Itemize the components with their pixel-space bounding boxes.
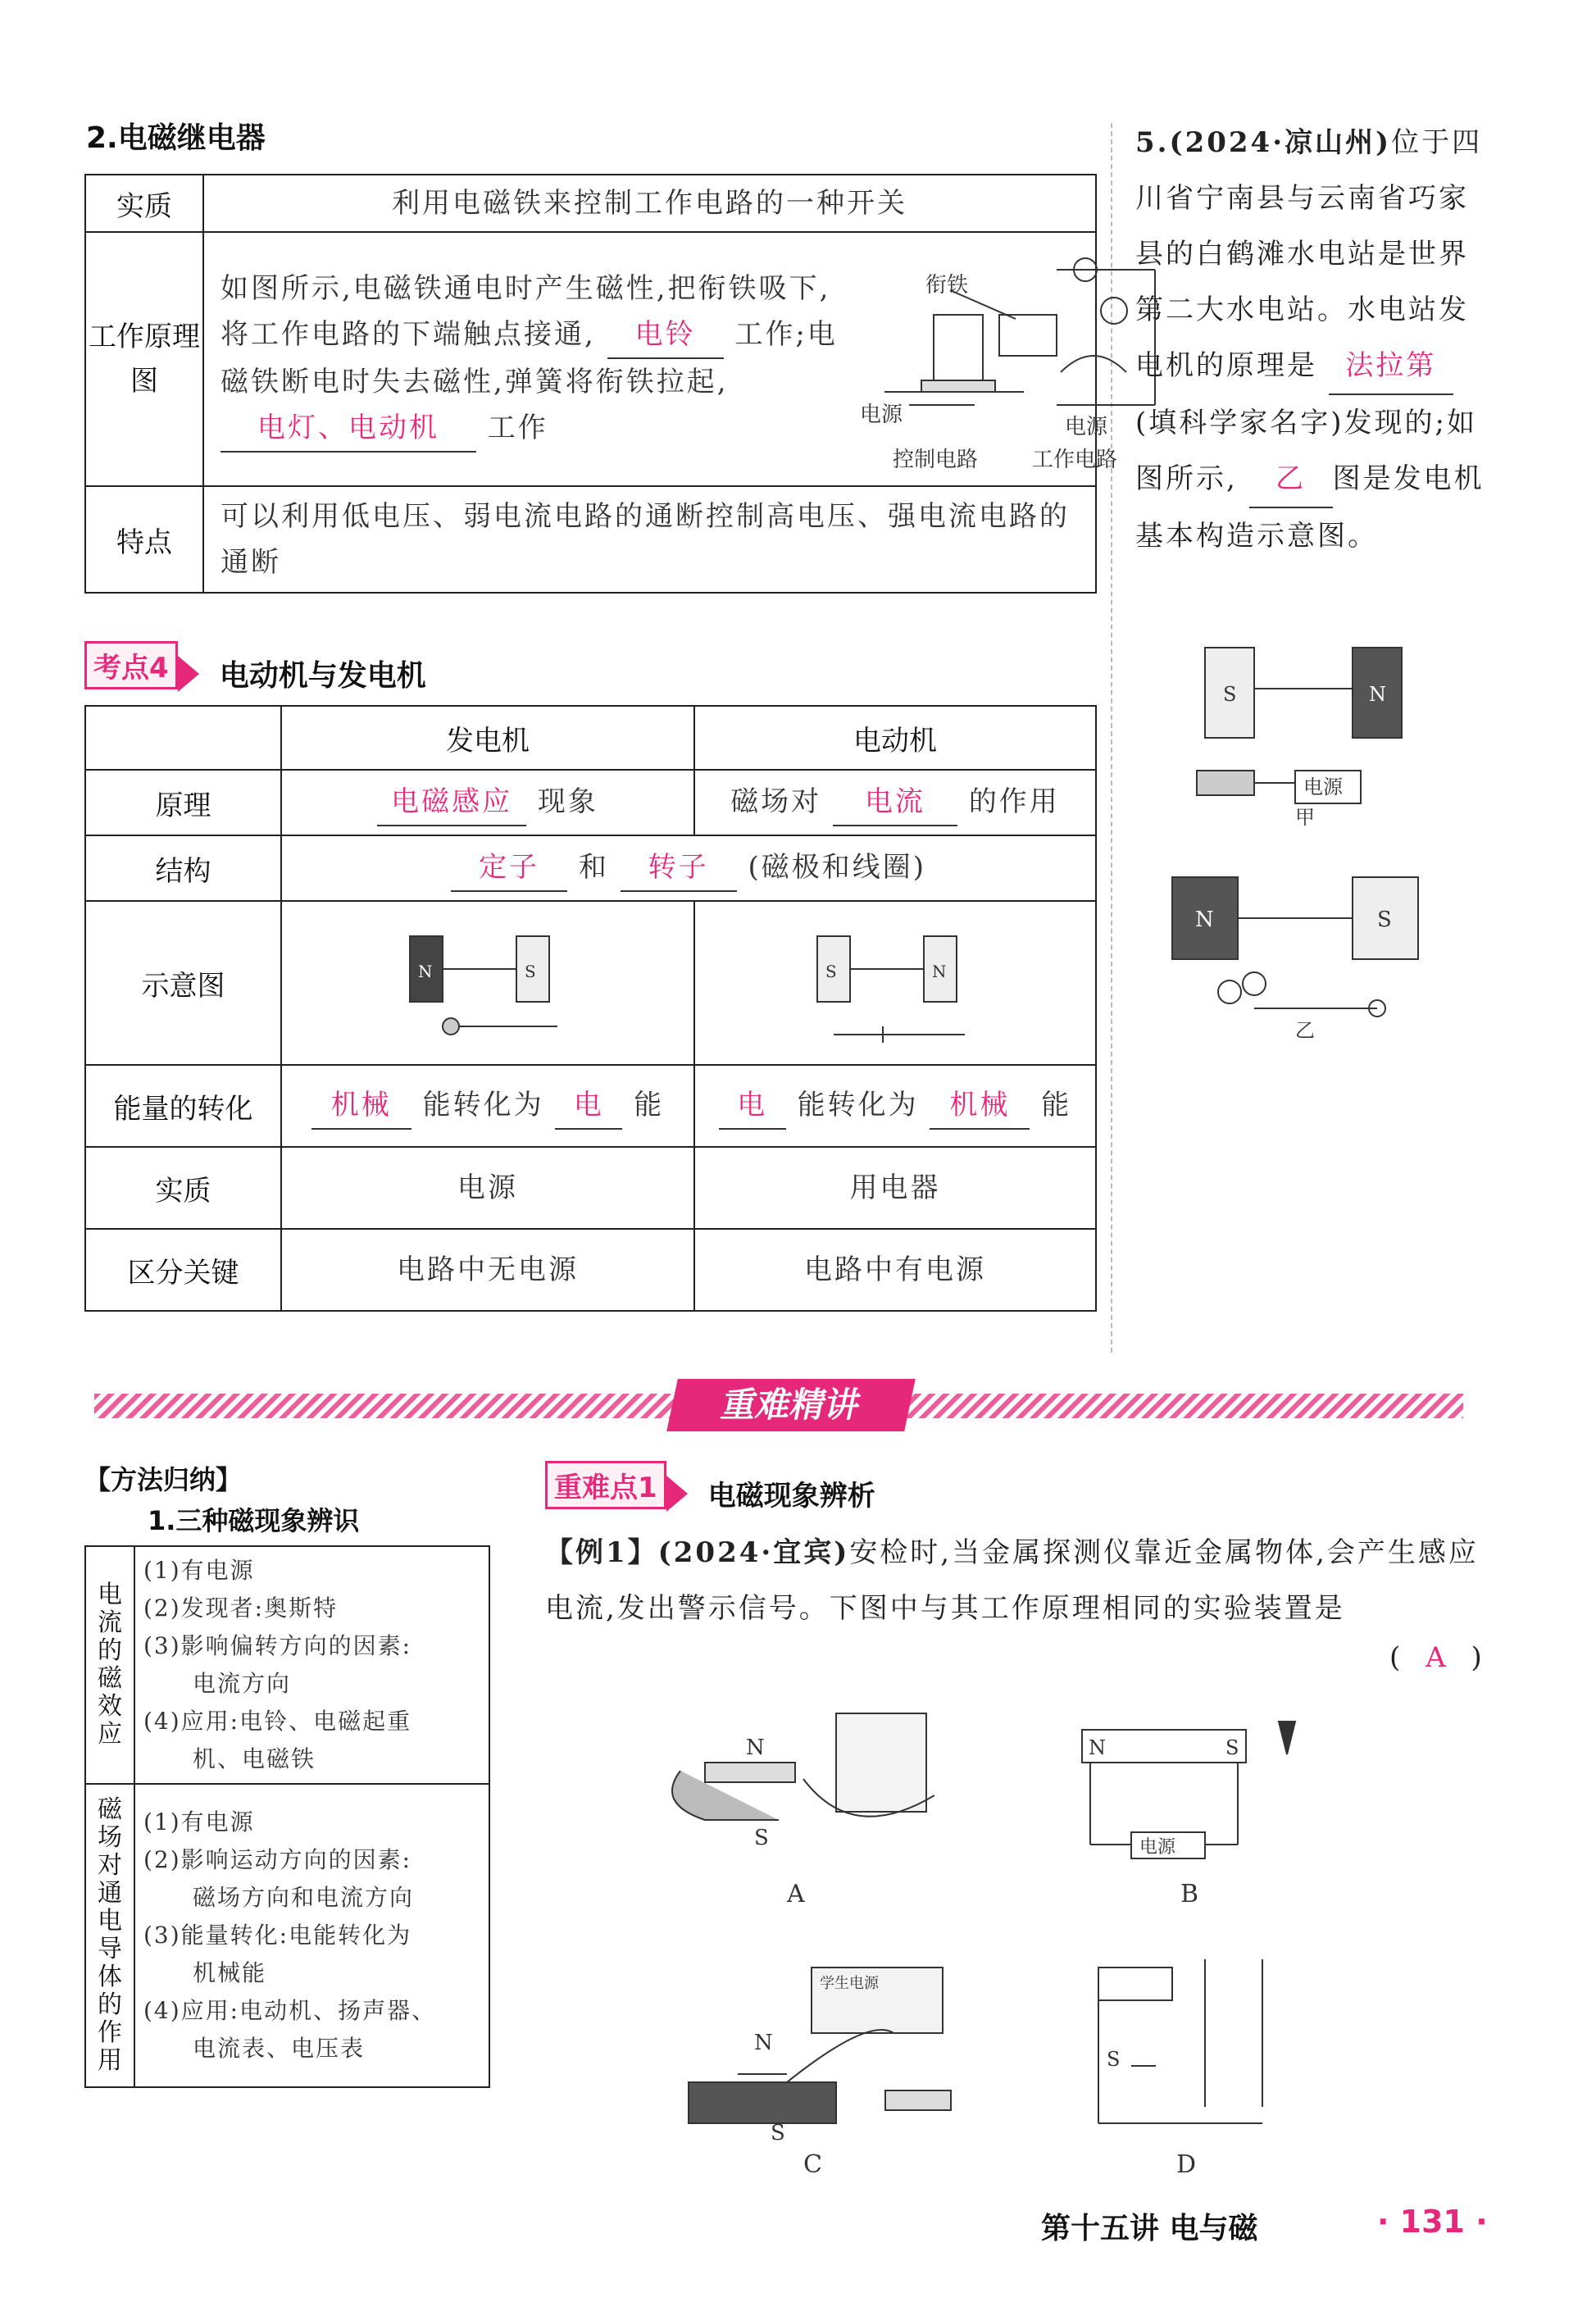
block2-line: (2)影响运动方向的因素: (143, 1846, 412, 1873)
q5-jia-label: 甲 (1295, 806, 1315, 828)
row-principle-label: 原理 (85, 770, 281, 835)
motor-principle-before: 磁场对 (730, 785, 822, 818)
block2-line: 电流表、电压表 (193, 2035, 366, 2062)
q5-fill-1: 法拉第 (1329, 338, 1453, 395)
q5-yi-label: 乙 (1295, 1019, 1315, 1041)
motor-energy-mid: 能转化为 (797, 1089, 919, 1121)
col-motor: 电动机 (694, 706, 1096, 770)
option-b-label: B (1180, 1880, 1199, 1908)
option-c-power-label: 学生电源 (820, 1975, 879, 1992)
kaodian4-tag: 考点4 (84, 641, 178, 689)
section-banner: 重难精讲 (666, 1379, 916, 1431)
q5-fill-2: 乙 (1249, 451, 1333, 508)
structure-after: (磁极和线圈) (748, 851, 926, 884)
svg-text:N: N (754, 2031, 773, 2055)
motor-energy-fill-2: 机械 (930, 1082, 1030, 1130)
motor-energy-fill-1: 电 (719, 1082, 786, 1130)
svg-text:S: S (1107, 2048, 1121, 2071)
block1-lines (134, 1546, 489, 1784)
motor-essence: 用电器 (694, 1147, 1096, 1229)
q5-number: 5. (1135, 126, 1170, 159)
q5-figure-jia (1172, 623, 1435, 828)
principle-text-1: 如图所示,电磁铁通电时产生磁性,把衔铁吸下,将工作电路的下端触点接通, (221, 272, 831, 351)
gen-energy (281, 1065, 694, 1147)
option-a-figure (656, 1697, 934, 1910)
principle-fill-2: 电灯、电动机 (221, 405, 476, 453)
motor-diagram (801, 912, 989, 1051)
gen-principle-fill: 电磁感应 (377, 779, 526, 826)
option-b-power-label: 电源 (1139, 1837, 1176, 1858)
svg-text:S: S (825, 962, 837, 981)
example-source: (2024·宜宾) (657, 1536, 850, 1569)
option-b-figure (1074, 1697, 1353, 1910)
svg-text:N: N (1369, 683, 1386, 706)
col-generator: 发电机 (281, 706, 694, 770)
q5-text-2: (填科学家名字)发现的;如图所示, (1135, 407, 1477, 495)
gen-energy-fill-2: 电 (555, 1082, 622, 1130)
row-diagram-label: 示意图 (85, 901, 281, 1065)
relay-control-label: 控制电路 (893, 448, 979, 472)
relay-work-label: 工作电路 (1032, 448, 1118, 472)
relay-essence-value: 利用电磁铁来控制工作电路的一种开关 (203, 175, 1096, 232)
option-a-label: A (787, 1880, 805, 1908)
svg-text:N: N (1089, 1736, 1106, 1759)
generator-diagram-cell (281, 901, 694, 1065)
svg-text:N: N (418, 962, 433, 981)
kaodian4-title: 电动机与发电机 (219, 659, 426, 693)
svg-text:S: S (1377, 908, 1392, 932)
row-energy-label: 能量的转化 (85, 1065, 281, 1147)
structure-fill-1: 定子 (451, 844, 567, 892)
row-structure-label: 结构 (85, 835, 281, 901)
option-c-label: C (803, 2150, 822, 2179)
relay-power2-label: 电源 (1065, 415, 1108, 439)
structure-value (281, 835, 1096, 901)
block2-line: (4)应用:电动机、扬声器、 (143, 1997, 437, 2024)
motor-generator-table (84, 705, 1097, 1312)
example-text (545, 1525, 1488, 1636)
block1-label: 电流的磁效应 (85, 1546, 134, 1784)
block2-line: (3)能量转化:电能转化为 (143, 1922, 412, 1949)
svg-text:S: S (771, 2121, 785, 2145)
q5-text-3: 图是发电机基本构造示意图。 (1135, 462, 1485, 553)
footer-chapter: 第十五讲 电与磁 (1041, 2212, 1258, 2245)
gen-essence: 电源 (281, 1147, 694, 1229)
q5-figure-yi (1164, 844, 1443, 1041)
row-essence-label: 实质 (85, 1147, 281, 1229)
principle-text-3: 工作 (487, 412, 548, 444)
gen-energy-mid: 能转化为 (422, 1089, 544, 1121)
motor-key: 电路中有电源 (694, 1229, 1096, 1311)
svg-text:S: S (754, 1826, 769, 1850)
row-key-label: 区分关键 (85, 1229, 281, 1311)
block1-line: (3)影响偏转方向的因素: (143, 1632, 412, 1659)
footer-page-number: · 131 · (1377, 2204, 1488, 2240)
structure-mid: 和 (578, 851, 609, 884)
gen-key: 电路中无电源 (281, 1229, 694, 1311)
kaodian4-arrow-icon (178, 656, 199, 692)
answer-open: ( (1389, 1641, 1403, 1674)
block1-line: (2)发现者:奥斯特 (143, 1594, 339, 1622)
relay-essence-label: 实质 (85, 175, 203, 232)
answer-value: A (1425, 1641, 1448, 1674)
principle-fill-1: 电铃 (607, 312, 724, 359)
block1-line: 电流方向 (193, 1670, 292, 1697)
option-d-label: D (1176, 2150, 1197, 2179)
svg-text:S: S (1223, 683, 1237, 706)
zhongnan-arrow-icon (666, 1476, 688, 1512)
example-prefix: 【例1】 (545, 1536, 658, 1569)
example-answer (1389, 1635, 1485, 1681)
block2-line: 机械能 (193, 1959, 267, 1986)
block2-lines (134, 1784, 489, 2087)
svg-text:N: N (932, 962, 947, 981)
relay-principle-text (221, 266, 852, 453)
q5-source: (2024·凉山州) (1169, 126, 1392, 159)
example-body: 安检时,当金属探测仪靠近金属物体,会产生感应电流,发出警示信号。下图中与其工作原理相同的实验装置是 (545, 1536, 1479, 1625)
relay-heading: 2.电磁继电器 (86, 121, 266, 155)
block2-label: 磁场对通电导体的作用 (85, 1784, 134, 2087)
motor-principle-after: 的作用 (968, 785, 1060, 818)
motor-principle (694, 770, 1096, 835)
gen-energy-end: 能 (634, 1089, 665, 1121)
svg-text:S: S (1225, 1736, 1239, 1759)
q5-jia-power-label: 电源 (1303, 776, 1343, 798)
method-table (84, 1545, 490, 2088)
structure-fill-2: 转子 (621, 844, 737, 892)
motor-diagram-cell (694, 901, 1096, 1065)
zhongnan-title: 电磁现象辨析 (707, 1480, 875, 1513)
zhongnan-tag: 重难点1 (545, 1461, 666, 1509)
method-title: 【方法归纳】 (84, 1464, 243, 1495)
gen-principle (281, 770, 694, 835)
block1-line: 机、电磁铁 (193, 1745, 316, 1772)
option-d-figure (1082, 1943, 1344, 2181)
motor-energy-end: 能 (1041, 1089, 1072, 1121)
option-c-figure (672, 1959, 967, 2181)
relay-feature-label: 特点 (85, 486, 203, 593)
method-subtitle: 1.三种磁现象辨识 (148, 1505, 360, 1536)
relay-principle-cell (203, 232, 1118, 486)
q5-text (1135, 115, 1496, 564)
block1-line: (1)有电源 (143, 1557, 255, 1584)
svg-text:N: N (746, 1736, 765, 1760)
relay-armature-label: 衔铁 (925, 273, 969, 298)
relay-principle-label: 工作原理图 (85, 232, 203, 486)
block2-line: 磁场方向和电流方向 (193, 1884, 415, 1911)
principle-text-2: 工作;电磁铁断电时失去磁性,弹簧将衔铁拉起, (221, 318, 838, 398)
relay-table (84, 174, 1118, 594)
kaodian4-header (84, 641, 426, 694)
answer-close: ) (1471, 1641, 1485, 1674)
q5-text-1: 位于四川省宁南县与云南省巧家县的白鹤滩水电站是世界第二大水电站。水电站发电机的原理是 (1135, 126, 1483, 382)
relay-power1-label: 电源 (860, 403, 903, 427)
gen-principle-after: 现象 (537, 785, 598, 818)
motor-energy (694, 1065, 1096, 1147)
motor-principle-fill: 电流 (833, 779, 957, 826)
svg-text:S: S (525, 962, 536, 981)
block1-line: (4)应用:电铃、电磁起重 (143, 1708, 412, 1735)
generator-diagram (393, 912, 582, 1051)
zhongnan-header (545, 1461, 875, 1513)
svg-text:N: N (1195, 908, 1214, 932)
block2-line: (1)有电源 (143, 1808, 255, 1836)
relay-feature-value: 可以利用低电压、弱电流电路的通断控制高电压、强电流电路的通断 (203, 486, 1096, 593)
gen-energy-fill-1: 机械 (311, 1082, 412, 1130)
